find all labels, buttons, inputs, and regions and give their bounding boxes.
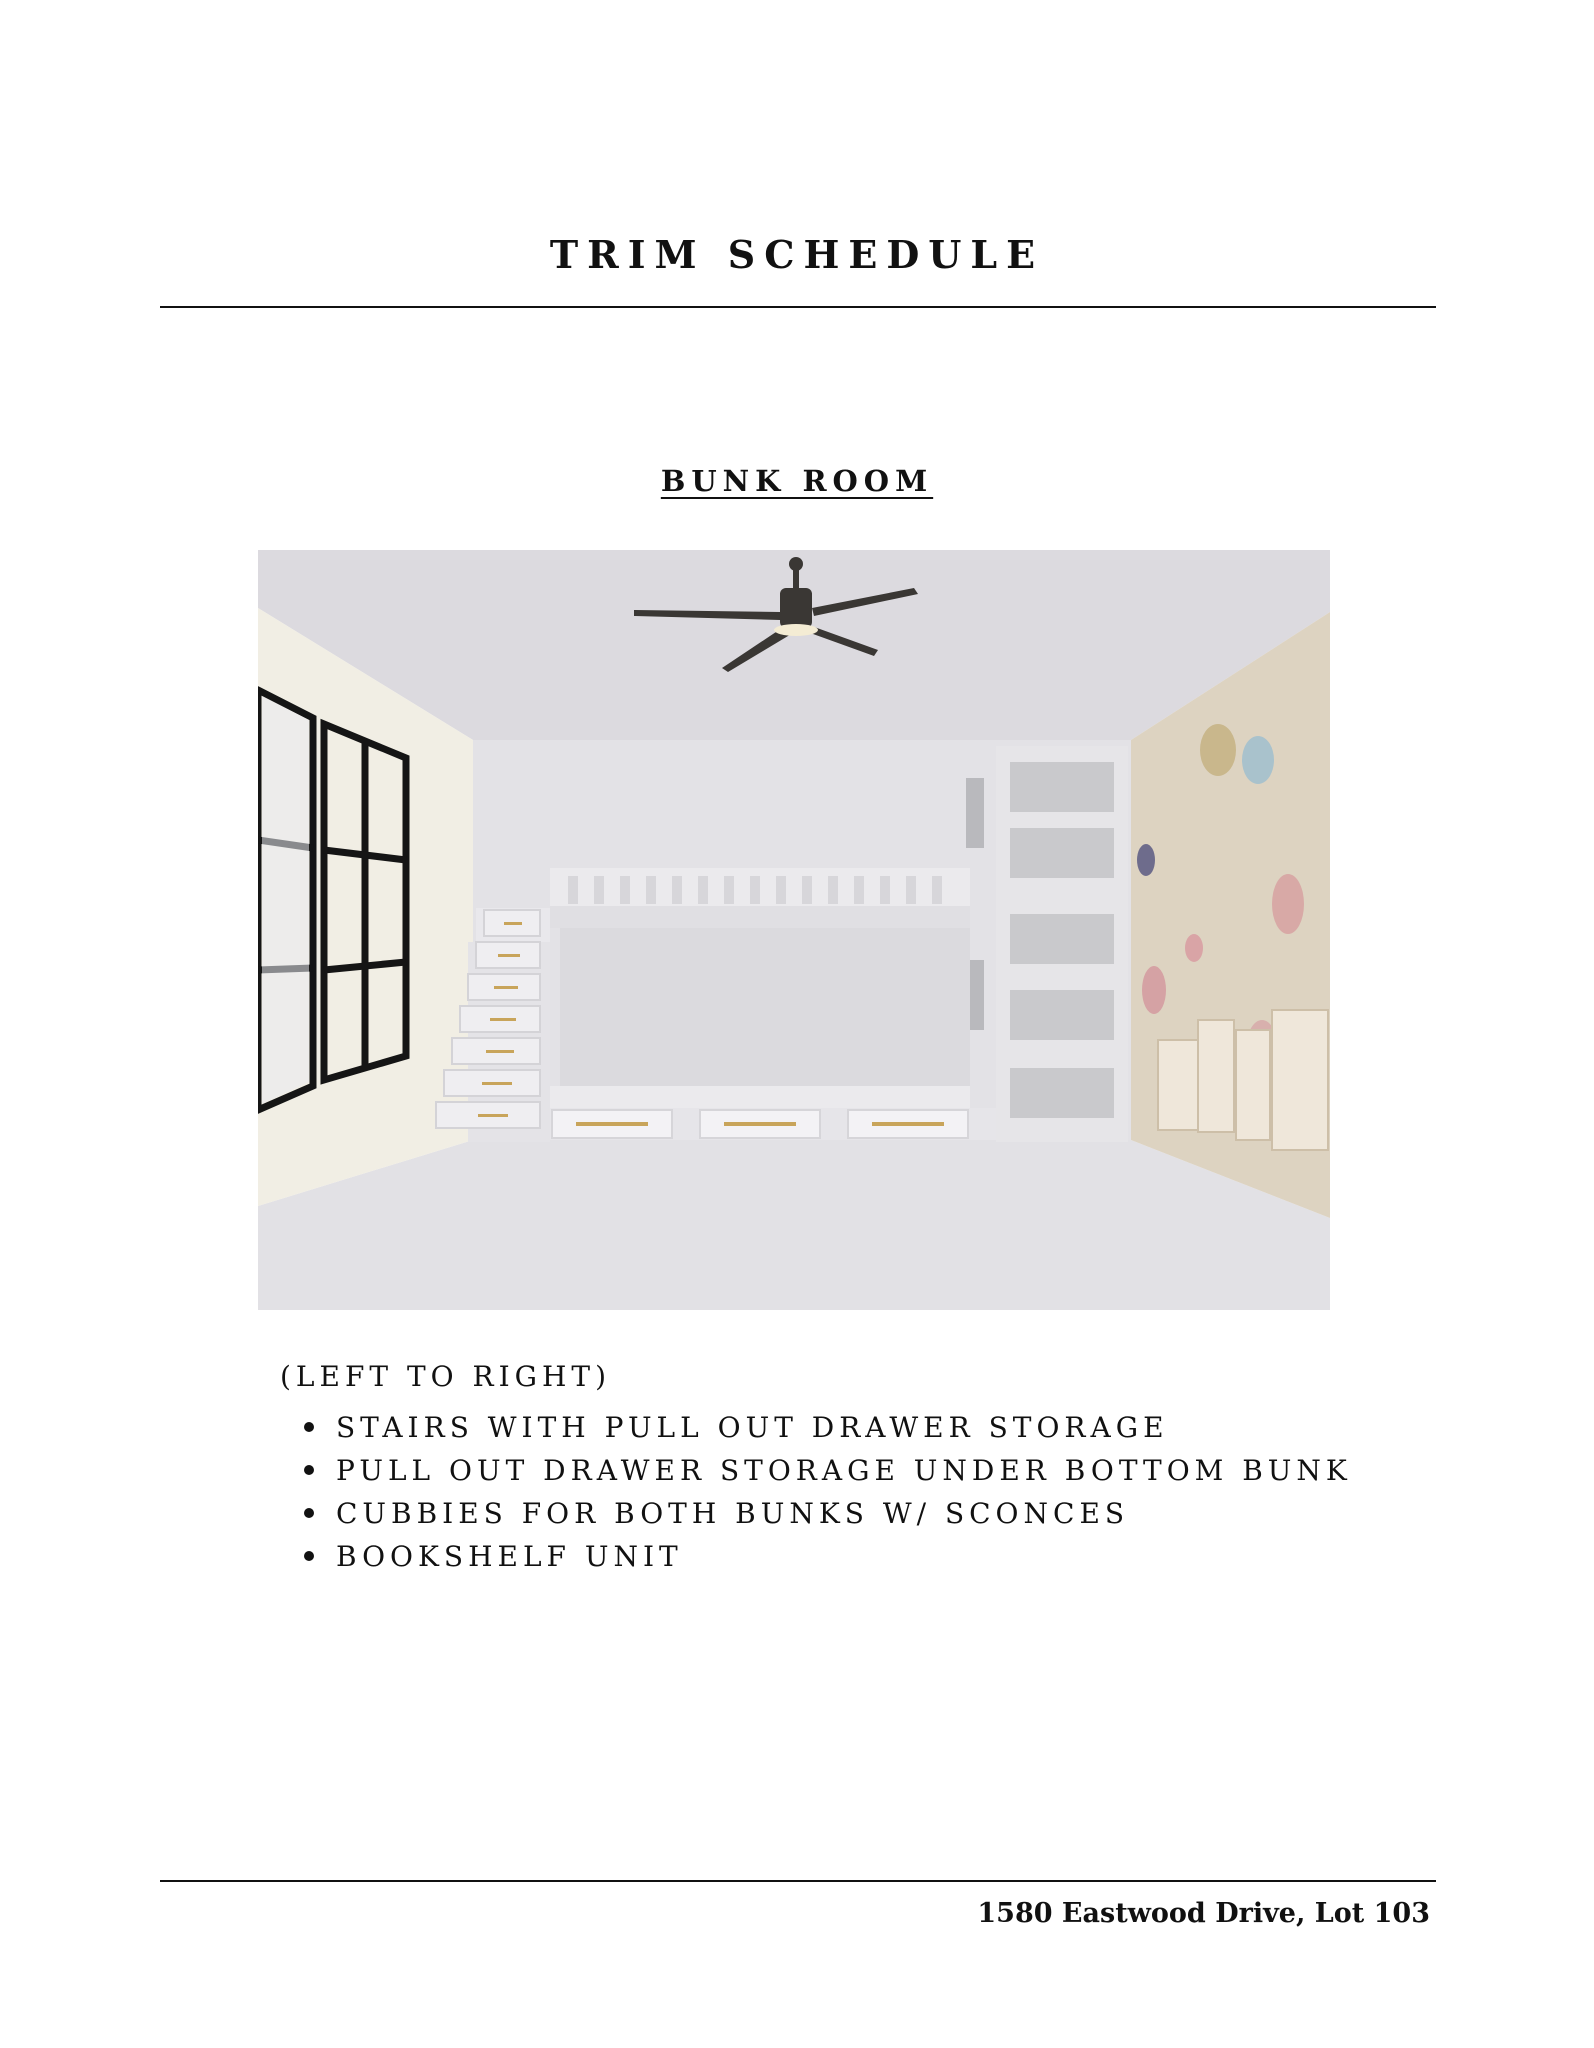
floor: [258, 1140, 1330, 1310]
footer-divider: [160, 1880, 1436, 1882]
bullet-icon: [304, 1551, 314, 1561]
footer-address: 1580 Eastwood Drive, Lot 103: [977, 1898, 1430, 1929]
bullet-icon: [304, 1465, 314, 1475]
bookshelf-unit: [996, 746, 1128, 1142]
bullet-icon: [304, 1508, 314, 1518]
cubby-top: [966, 778, 984, 848]
list-item-text: PULL OUT DRAWER STORAGE UNDER BOTTOM BUNK: [336, 1454, 1352, 1487]
under-bunk-drawers: [550, 1108, 996, 1140]
section-title: [0, 464, 1594, 498]
list-item: [300, 1492, 1352, 1535]
feature-list: [300, 1406, 1352, 1578]
list-item-text: BOOKSHELF UNIT: [336, 1540, 683, 1573]
list-item: [300, 1449, 1352, 1492]
header-divider: [160, 306, 1436, 308]
bunk-room-rendering: [258, 550, 1330, 1310]
note-left-to-right: (LEFT TO RIGHT): [280, 1360, 612, 1393]
list-item: [300, 1406, 1352, 1449]
bullet-icon: [304, 1422, 314, 1432]
list-item-text: CUBBIES FOR BOTH BUNKS W/ SCONCES: [336, 1497, 1130, 1530]
page-title: TRIM SCHEDULE: [549, 232, 1045, 277]
list-item-text: STAIRS WITH PULL OUT DRAWER STORAGE: [336, 1411, 1169, 1444]
bunk-beds: [550, 868, 970, 1108]
list-item: [300, 1535, 1352, 1578]
section-title-text: BUNK ROOM: [660, 464, 934, 498]
